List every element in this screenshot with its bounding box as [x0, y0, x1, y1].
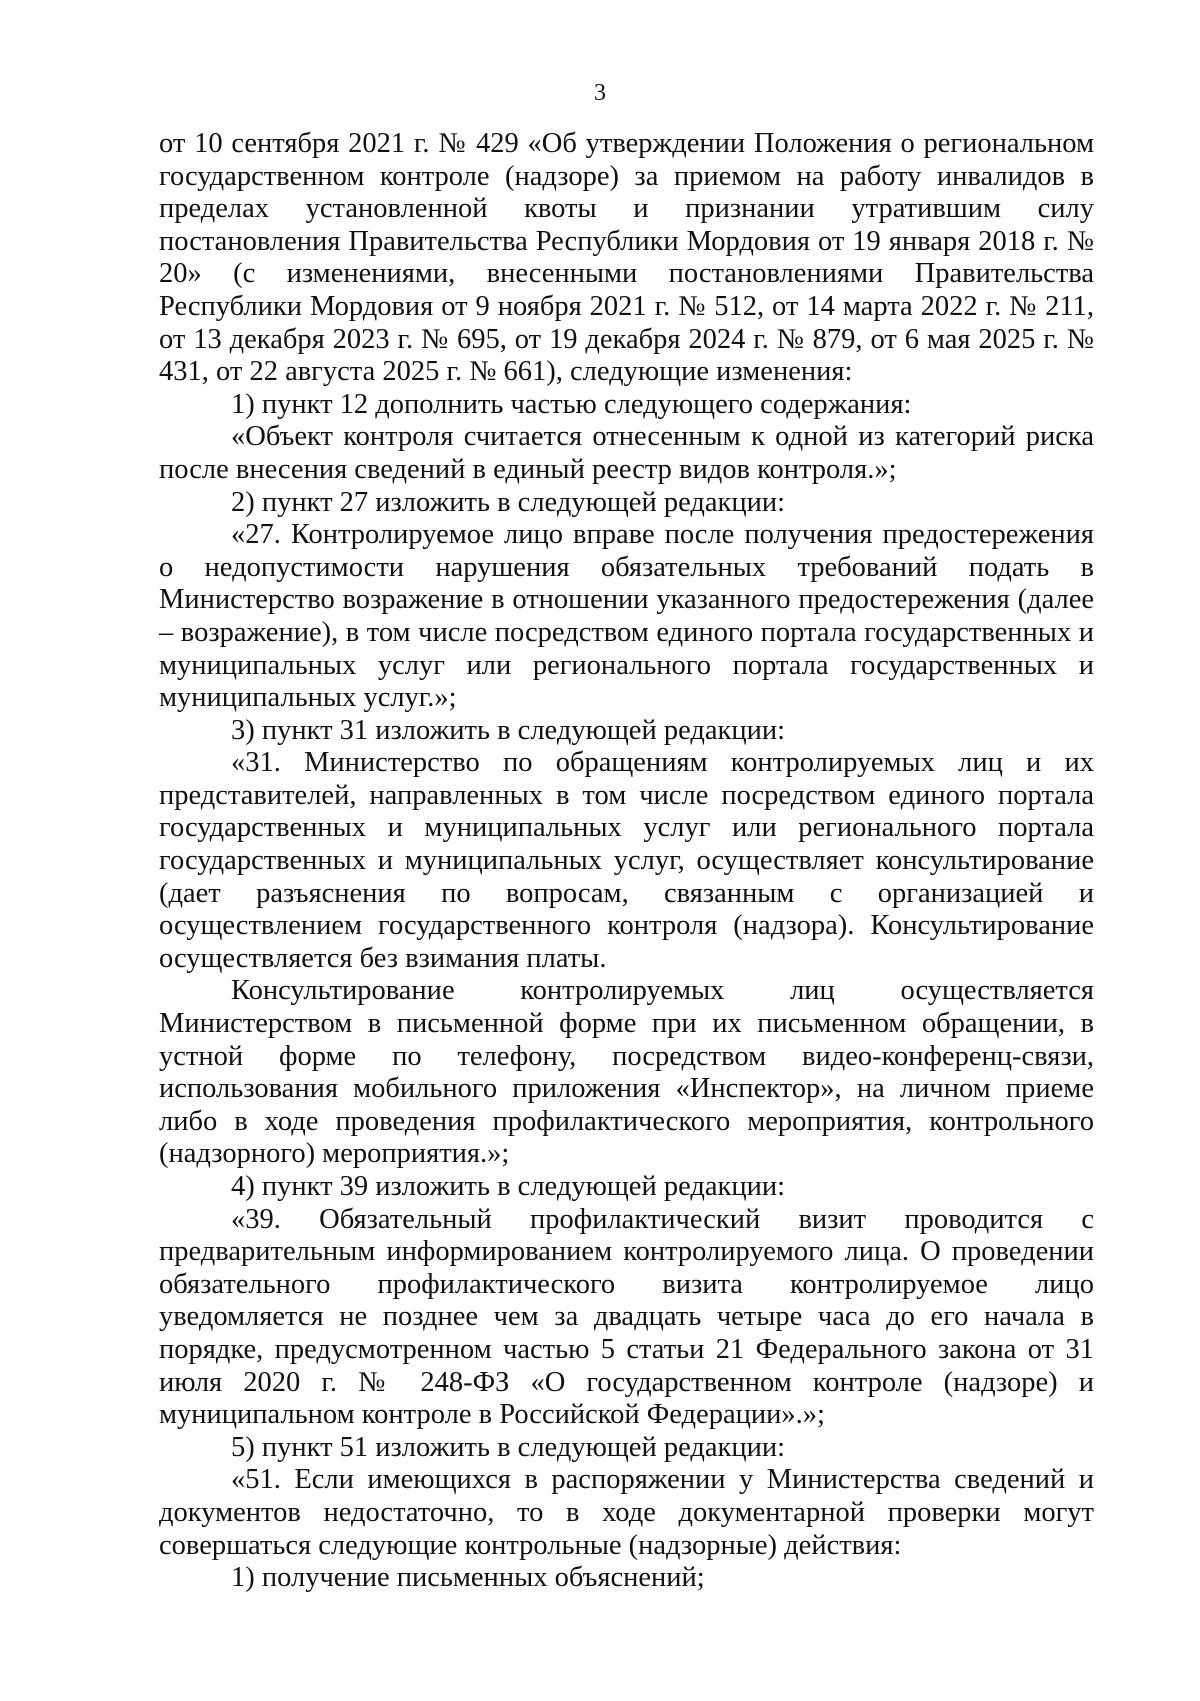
paragraph-item-3-text: «31. Министерство по обращениям контролируемых лиц и их представителей, направленных в том числе посредством единого портала государственных и муниципальных услуг или регионального портала государственных и муниципальных услуг, осуществляет консультирование (дает разъяснения по вопросам, связанным с организацией и осуществлением государственного контроля (надзора). Консультирование осуществляется без взимания платы.	[159, 747, 1094, 974]
paragraph-item-2: 2) пункт 27 изложить в следующей редакции:	[231, 486, 786, 518]
paragraph-intro-continuation: от 10 сентября 2021 г. № 429 «Об утверждении Положения о региональном государственном контроле (надзоре) за приемом на работу инвалидов в пределах установленной квоты и признании утратившим силу постановления Правительства Республики Мордовия от 19 января 2018 г. № 20» (с изменениями, внесенными постановлениями Правительства Республики Мордовия от 9 ноября 2021 г. № 512, от 14 марта 2022 г. № 211, от 13 декабря 2023 г. № 695, от 19 декабря 2024 г. № 879, от 6 мая 2025 г. № 431, от 22 августа 2025 г. № 661), следующие изменения:	[159, 128, 1094, 388]
paragraph-item-3-text-continued: Консультирование контролируемых лиц осуществляется Министерством в письменной форме при их письменном обращении, в устной форме по телефону, посредством видео-конференц-связи, использования мобильного приложения «Инспектор», на личном приеме либо в ходе проведения профилактического мероприятия, контрольного (надзорного) мероприятия.»;	[159, 975, 1094, 1170]
paragraph-item-4: 4) пункт 39 изложить в следующей редакции:	[231, 1171, 786, 1202]
paragraph-item-1: 1) пункт 12 дополнить частью следующего содержания:	[231, 388, 912, 420]
paragraph-item-2-text: «27. Контролируемое лицо вправе после получения предостережения о недопустимости нарушения обязательных требований подать в Министерство возражение в отношении указанного предостережения (далее – возражение), в том числе посредством единого портала государственных и муниципальных услуг или регионального портала государственных и муниципальных услуг.»;	[159, 519, 1094, 714]
page-number: 3	[594, 80, 606, 106]
paragraph-item-5: 5) пункт 51 изложить в следующей редакции:	[231, 1431, 786, 1463]
paragraph-item-5-text: «51. Если имеющихся в распоряжении у Министерства сведений и документов недостаточно, то в ходе документарной проверки могут совершаться следующие контрольные (надзорные) действия:	[159, 1464, 1094, 1561]
paragraph-subitem-1: 1) получение письменных объяснений;	[231, 1562, 705, 1594]
document-body	[159, 128, 1094, 1595]
paragraph-item-4-text: «39. Обязательный профилактический визит проводится с предварительным информированием контролируемого лица. О проведении обязательного профилактического визита контролируемое лицо уведомляется не позднее чем за двадцать четыре часа до его начала в порядке, предусмотренном частью 5 статьи 21 Федерального закона от 31 июля 2020 г. № 248-ФЗ «О государственном контроле (надзоре) и муниципальном контроле в Российской Федерации».»;	[159, 1203, 1094, 1431]
paragraph-item-1-text: «Объект контроля считается отнесенным к одной из категорий риска после внесения сведений в единый реестр видов контроля.»;	[159, 421, 1094, 485]
paragraph-item-3: 3) пункт 31 изложить в следующей редакции:	[231, 714, 786, 746]
